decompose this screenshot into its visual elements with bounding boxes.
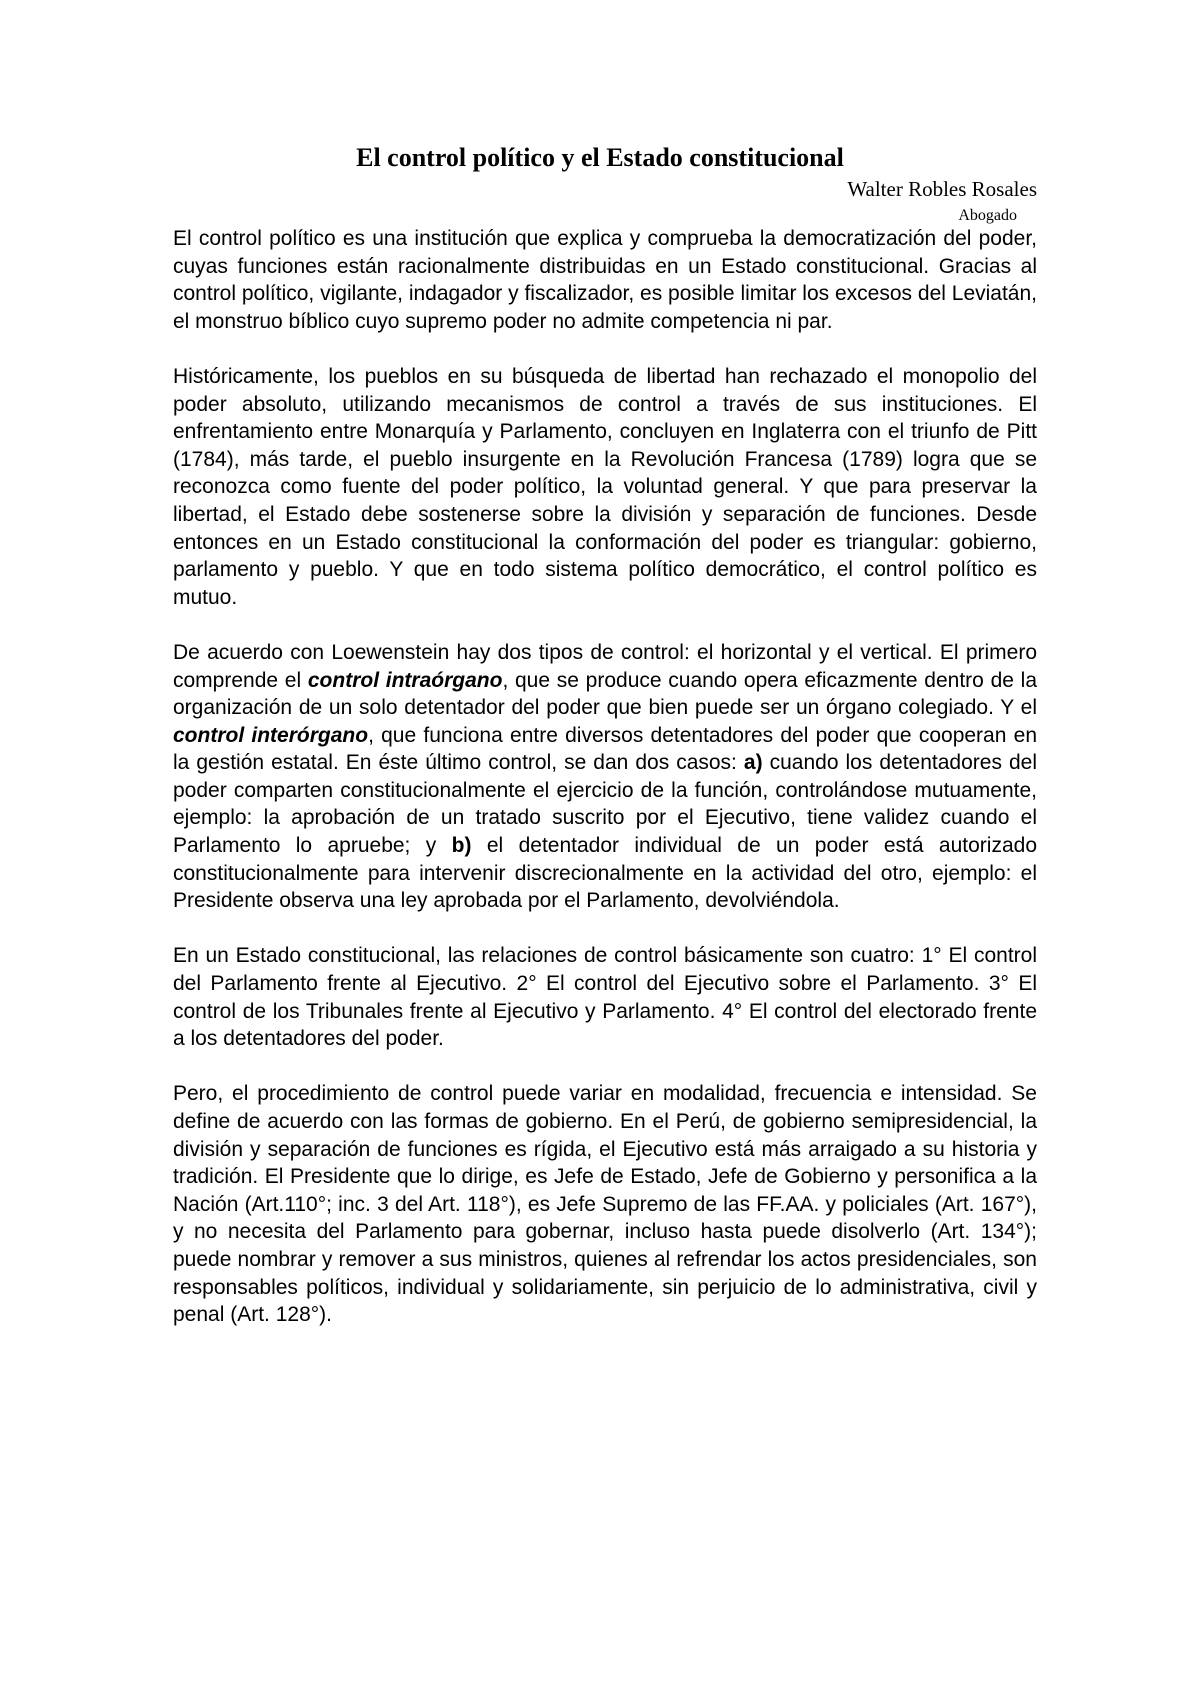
paragraph-3 — [173, 639, 1037, 915]
page-title: El control político y el Estado constitucional — [356, 143, 844, 172]
paragraph-3-text-5: el detentador individual de un poder está autorizado constitucionalmente para intervenir discrecionalmente en la actividad del otro, ejemplo: el Presidente observa una ley aprobada por el Parlamento, devolviéndola. — [173, 834, 1038, 913]
case-b-marker: b) — [451, 834, 472, 858]
paragraph-2: Históricamente, los pueblos en su búsqueda de libertad han rechazado el monopolio del poder absoluto, utilizando mecanismos de control a través de sus instituciones. El enfrentamiento entre Monarquía y Parlamento, concluyen en Inglaterra con el triunfo de Pitt (1784), más tarde, el pueblo insurgente en la Revolución Francesa (1789) logra que se reconozca como fuente del poder político, la voluntad general. Y que para preservar la libertad, el Estado debe sostenerse sobre la división y separación de funciones. Desde entonces en un Estado constitucional la conformación del poder es triangular: gobierno, parlamento y pueblo. Y que en todo sistema político democrático, el control político es mutuo. — [173, 364, 1037, 609]
paragraph-5: Pero, el procedimiento de control puede variar en modalidad, frecuencia e intensidad. Se define de acuerdo con las formas de gobierno. En el Perú, de gobierno semipresidencial, la división y separación de funciones es rígida, el Ejecutivo está más arraigado a su historia y tradición. El Presidente que lo dirige, es Jefe de Estado, Jefe de Gobierno y personifica a la Nación (Art.110°; inc. 3 del Art. 118°), es Jefe Supremo de las FF.AA. y policiales (Art. 167°), y no necesita del Parlamento para gobernar, incluso hasta puede disolverlo (Art. 134°); puede nombrar y remover a sus ministros, quienes al refrendar los actos presidenciales, son responsables políticos, individual y solidariamente, sin perjuicio de lo administrativa, civil y penal (Art. 128°). — [173, 1082, 1037, 1327]
case-a-marker: a) — [743, 751, 763, 775]
author-name: Walter Robles Rosales — [847, 177, 1037, 201]
paragraph-3-text-4: cuando los detentadores del poder comparten constitucionalmente el ejercicio de la función, controlándose mutuamente, ejemplo: la aprobación de un tratado suscrito por el Ejecutivo, tiene validez cuando el Parlamento lo apruebe; y — [173, 751, 1037, 858]
author-role: Abogado — [958, 207, 1017, 224]
article-body — [173, 225, 1037, 1356]
paragraph-3-text-2: , que se produce cuando opera eficazmente dentro de la organización de un solo detentador del poder que bien puede ser un órgano colegiado. Y el — [173, 668, 1038, 720]
term-control-interorgano: control interórgano — [173, 723, 369, 747]
paragraph-3-text-1: De acuerdo con Loewenstein hay dos tipos de control: el horizontal y el vertical. El primero comprende el — [173, 640, 1037, 692]
term-control-intraorgano: control intraórgano — [307, 668, 503, 692]
paragraph-3-text-3: , que funciona entre diversos detentadores del poder que cooperan en la gestión estatal. En éste último control, se dan dos casos: — [173, 723, 1037, 775]
paragraph-4: En un Estado constitucional, las relaciones de control básicamente son cuatro: 1° El control del Parlamento frente al Ejecutivo. 2° El control del Ejecutivo sobre el Parlamento. 3° El control de los Tribunales frente al Ejecutivo y Parlamento. 4° El control del electorado frente a los detentadores del poder. — [173, 944, 1037, 1051]
paragraph-1: El control político es una institución que explica y comprueba la democratización del poder, cuyas funciones están racionalmente distribuidas en un Estado constitucional. Gracias al control político, vigilante, indagador y fiscalizador, es posible limitar los excesos del Leviatán, el monstruo bíblico cuyo supremo poder no admite competencia ni par. — [173, 227, 1037, 333]
